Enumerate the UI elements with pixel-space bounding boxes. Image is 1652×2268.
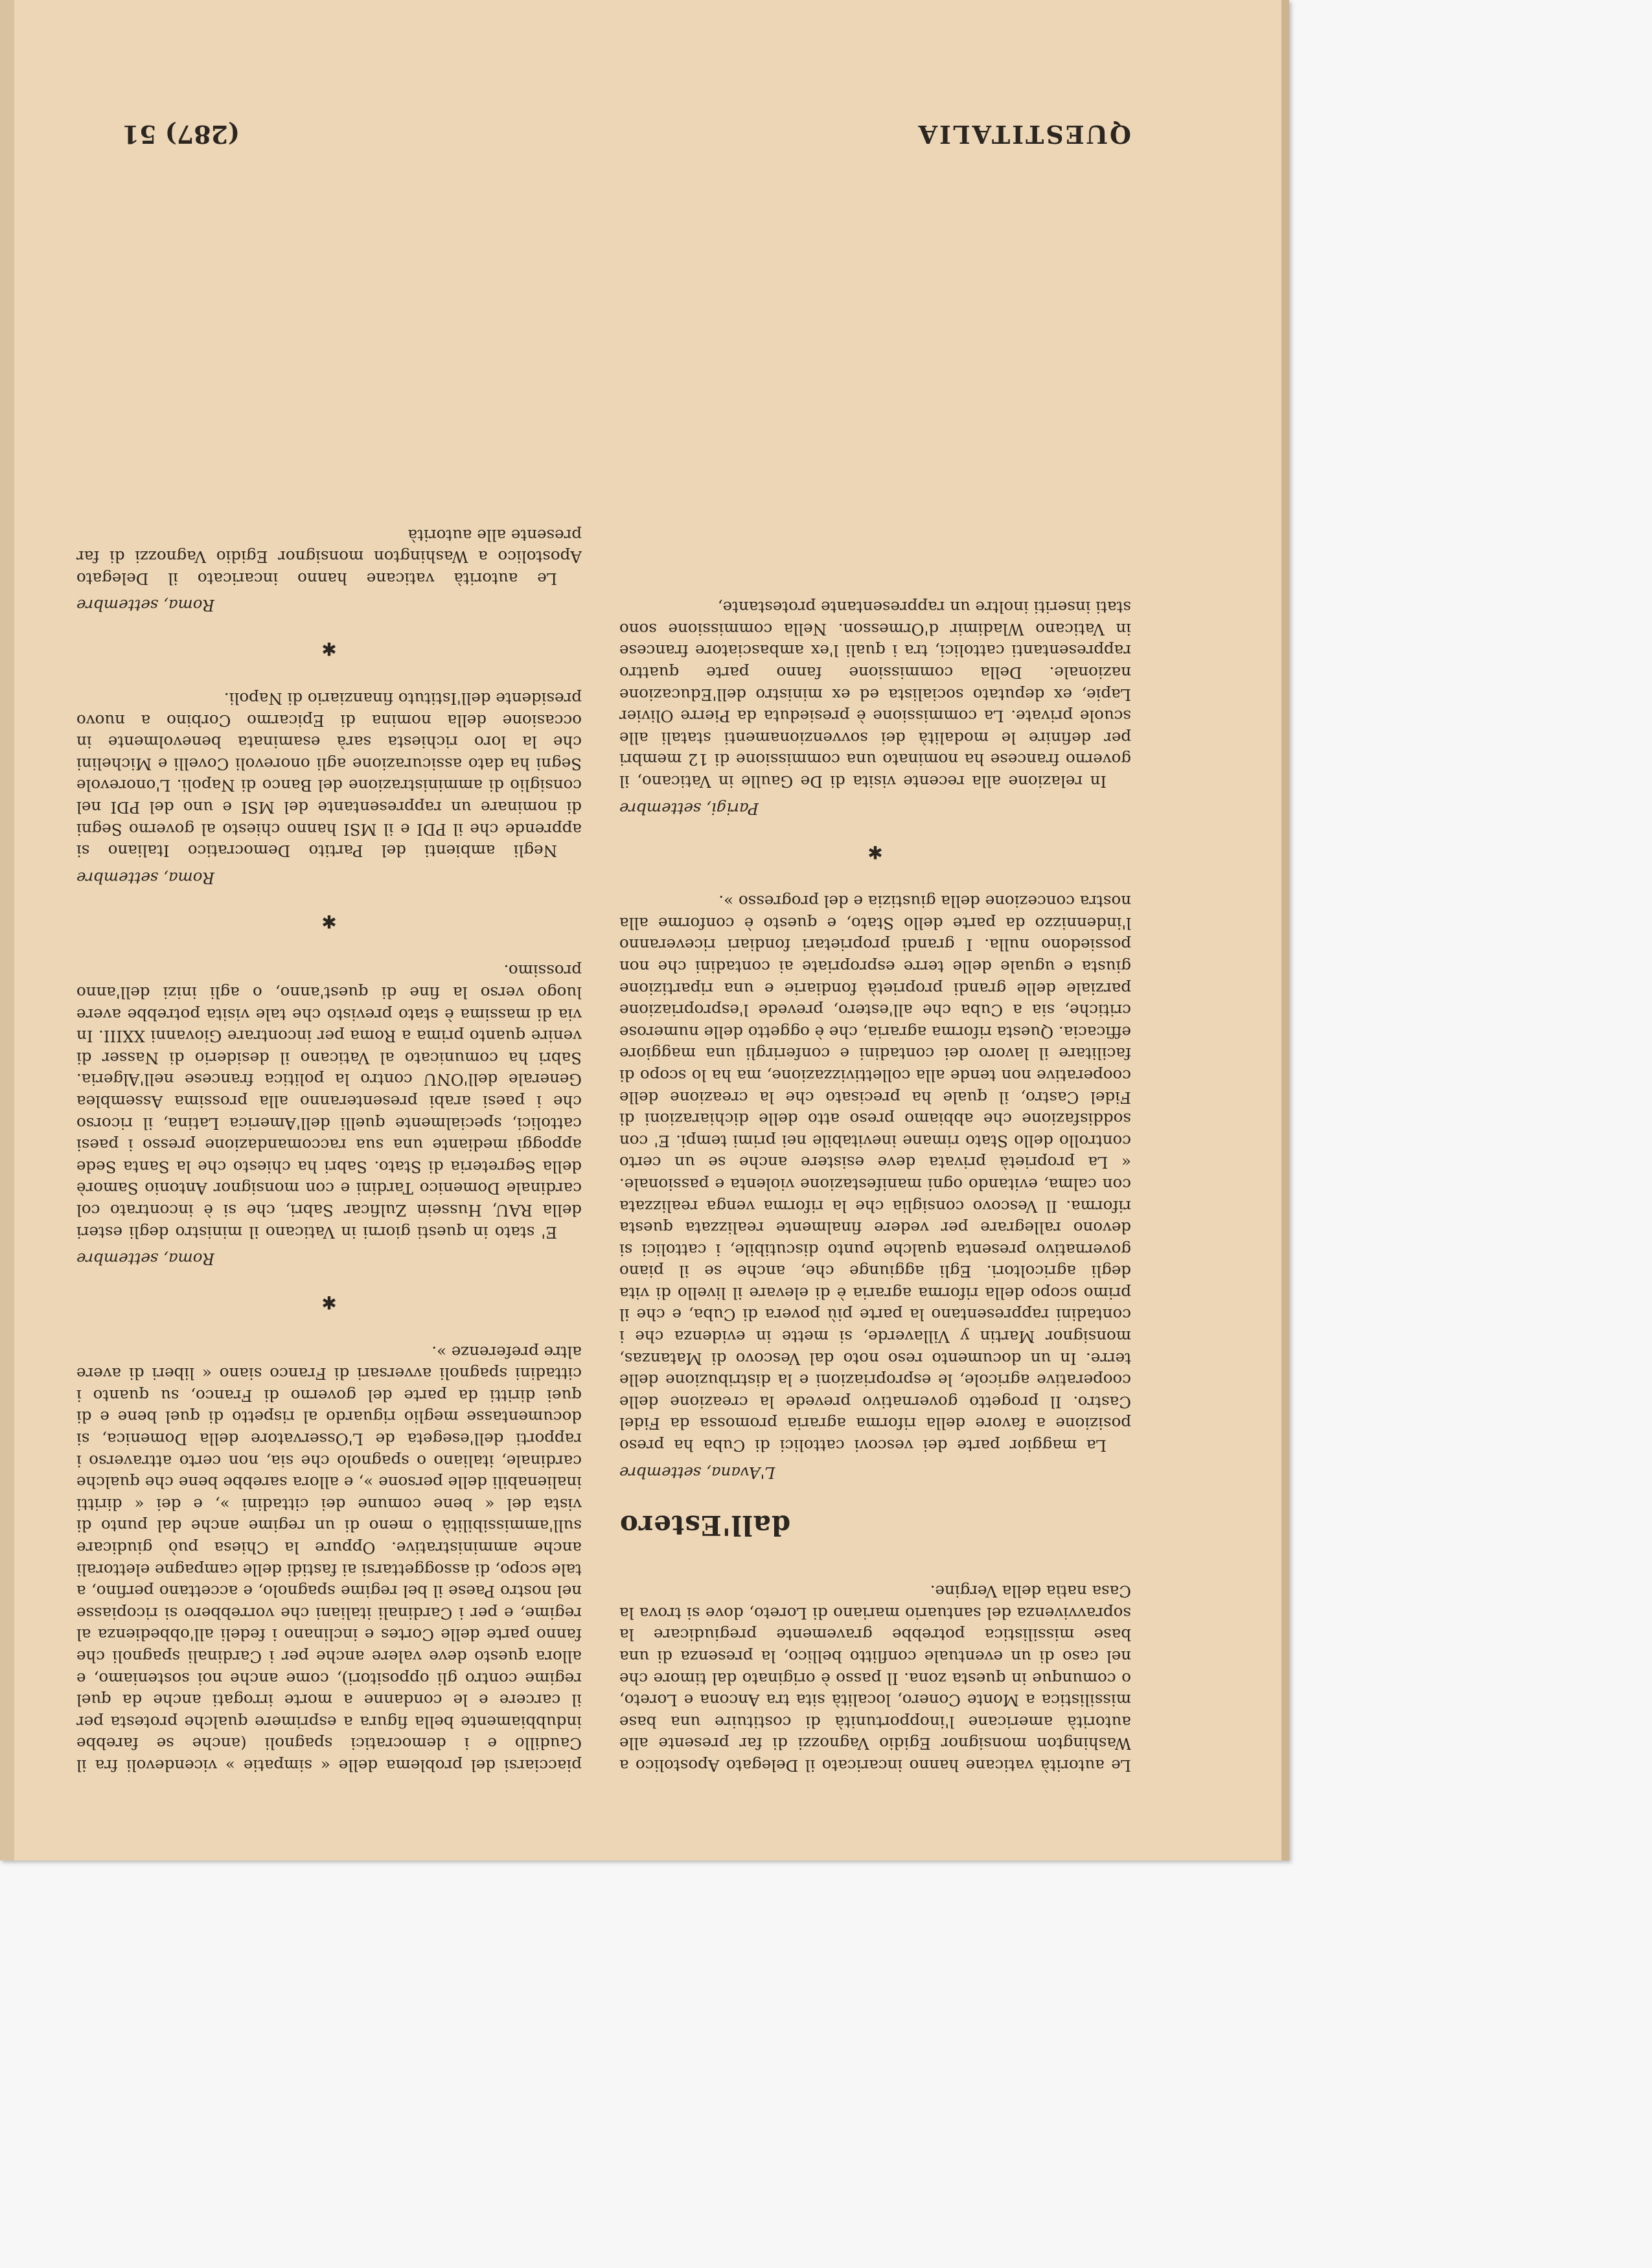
paragraph-monte-conero: Le autorità vaticane hanno incaricato il Delegato Apostolico a Washington monsignor Egidio Vagnozzi di far presente alle autorità americane l'inopportunità di costituire una base missilistica a Monte Conero, località sita tra Ancona e Loreto, o comunque in questa zona. Il passo è originato dal timore che nel caso di un eventuale conflitto bellico, la presenza di una base missilistica potrebbe gravemente pregiudicare la sopravvivenza del santuario mariano di Loreto, dove si trova la Casa natìa della Vergine. (619, 1582, 1131, 1775)
page-number: (287) 51 (122, 120, 240, 149)
dateline-parigi: Parigi, settembre (619, 799, 759, 818)
paragraph-rau: E' stato in questi giorni in Vaticano il ministro degli esteri della RAU, Hussein Zulficar Sabri, che si è incontrato col cardinale Domenico Tardini e con monsignor Antonio Samorè della Segreteria di Stato. Sabri ha chiesto che la Santa Sede appoggi mediante una sua raccomandazione presso i paesi cattolici, specialmente quelli dell'America Latina, il ricorso che i paesi arabi presenteranno alla prossima Assemblea Generale dell'ONU contro la politica francese nell'Algeria. Sabri ha comunicato al Vaticano il desiderio di Nasser di venire quanto prima a Roma per incontrare Giovanni XXIII. In via di massima è stato previsto che tale visita potrebbe avere luogo verso la fine di quest'anno, o agli inizi dell'anno prossimo. (76, 961, 582, 1242)
rotated-page (14, 0, 1281, 1861)
column-left (76, 157, 582, 1776)
dateline-roma-2: Roma, settembre (76, 868, 214, 888)
separator-asterisk: ✱ (321, 910, 337, 932)
dateline-roma-1: Roma, settembre (76, 1250, 214, 1269)
dateline-avana: L'Avana, settembre (619, 1463, 775, 1482)
magazine-name: QUESTITALIA (916, 120, 1131, 149)
section-title-estero: dall'Estero (619, 1509, 791, 1541)
separator-asterisk: ✱ (867, 841, 883, 863)
paper-left-edge (0, 0, 14, 1861)
separator-asterisk: ✱ (321, 638, 337, 660)
paragraph-banco-napoli: Negli ambienti del Partito Democratico Italiano si apprende che il PDI e il MSI hanno chiesto al governo Segni di nominare un rappresentante del MSI e uno del PDI nel consiglio di amministrazione del Banco di Napoli. L'onorevole Segni ha dato assicurazione agli onorevoli Covelli e Michelini che la loro richiesta sarà esaminata benevolmente in occasione della nomina di Epicarmo Corbino a nuovo presidente dell'Istituto finanziario di Napoli. (76, 689, 582, 861)
paper-right-edge (1281, 0, 1289, 1861)
paragraph-cuba: La maggior parte dei vescovi cattolici di Cuba ha preso posizione a favore della riforma agraria promossa da Fidel Castro. Il progetto governativo prevede la creazione delle cooperative agricole, le espropriazioni e la distribuzione delle terre. In un documento reso noto dal Vescovo di Matanzas, monsignor Martin y Villaverde, si mette in evidenza che i contadini rappresentano la parte più povera di Cuba, e che il primo scopo della riforma agraria è di elevare il livello di vita degli agricoltori. Egli aggiunge che, anche se il piano governativo presenta qualche punto discutibile, i cattolici si devono rallegrare per vedere finalmente realizzata questa riforma. Il Vescovo consiglia che la riforma venga realizzata con calma, evitando ogni manifestazione violenta e passionale. « La proprietà privata deve esistere anche se un certo controllo dello Stato rimane inevitabile nei primi tempi. E' con soddisfazione che abbiamo preso atto delle dichiarazioni di Fidel Castro, il quale ha precisato che la creazione delle cooperative non tende alla collettivizzazione, ma ha lo scopo di facilitare il lavoro dei contadini e conferirgli una maggiore efficacia. Questa riforma agraria, che è oggetto delle numerose critiche, sia a Cuba che all'estero, prevede l'espropriazione parziale delle grandi proprietà fondiarie e una ripartizione giusta e uguale delle terre espropriate ai contadini che non possiedono nulla. I grandi proprietari fondiari riceveranno l'indennizzo da parte dello Stato, e questo è conforme alla nostra concezione della giustizia e del progresso ». (619, 892, 1131, 1456)
column-right (619, 157, 1131, 1776)
separator-asterisk: ✱ (321, 1292, 337, 1314)
paragraph-parigi: In relazione alla recente visita di De Gaulle in Vaticano, il governo francese ha nominato una commissione di 12 membri per definire le modalità dei sovvenzionamenti statali alle scuole private. La commissione è presieduta da Pierre Olivier Lapie, ex deputato socialista ed ex ministro dell'Educazione nazionale. Della commissione fanno parte quattro rappresentanti cattolici, tra i quali l'ex ambasciatore francese in Vaticano Wladimir d'Ormesson. Nella commissione sono stati inseriti inoltre un rappresentante protestante, (619, 598, 1131, 792)
dateline-roma-3: Roma, settembre (76, 596, 214, 615)
paragraph-franco: piacciarsi del problema delle « simpatie » vicendevoli fra il Caudillo e i democratici spagnoli (anche se farebbe indubbiamente bella figura a esprimere qualche protesta per il carcere e le condanne a morte irrogati anche da quel regime contro gli oppositori), come anche noi sosteniamo, e allora questo deve valere anche per i Cardinali spagnoli che fanno parte delle Cortes e inclinano i fedeli all'obbedienza al regime, e per i Cardinali italiani che vorrebbero si ricopiasse nel nostro Paese il bel regime spagnolo, e accettano perfino, a tale scopo, di assoggettarsi ai fastidi delle campagne elettorali anche amministrative. Oppure la Chiesa può giudicare sull'ammissibilità o meno di un regime anche dal punto di vista del « bene comune dei cittadini », e dei « diritti inalienabili delle persone », e allora sarebbe bene che qualche cardinale, italiano o spagnolo che sia, non certo attraverso i rapporti dell'esegeta de L'Osservatore della Domenica, si documentasse meglio riguardo al rispetto di quel bene e di quei diritti da parte del governo di Franco, su quanto i cittadini spagnoli avversari di Franco siano « liberi di avere altre preferenze ». (76, 1342, 582, 1775)
paragraph-vagnozzi-start: Le autorità vaticane hanno incaricato il Delegato Apostolico a Washington monsignor Egidio Vagnozzi di far presente alle autorità (76, 525, 582, 588)
